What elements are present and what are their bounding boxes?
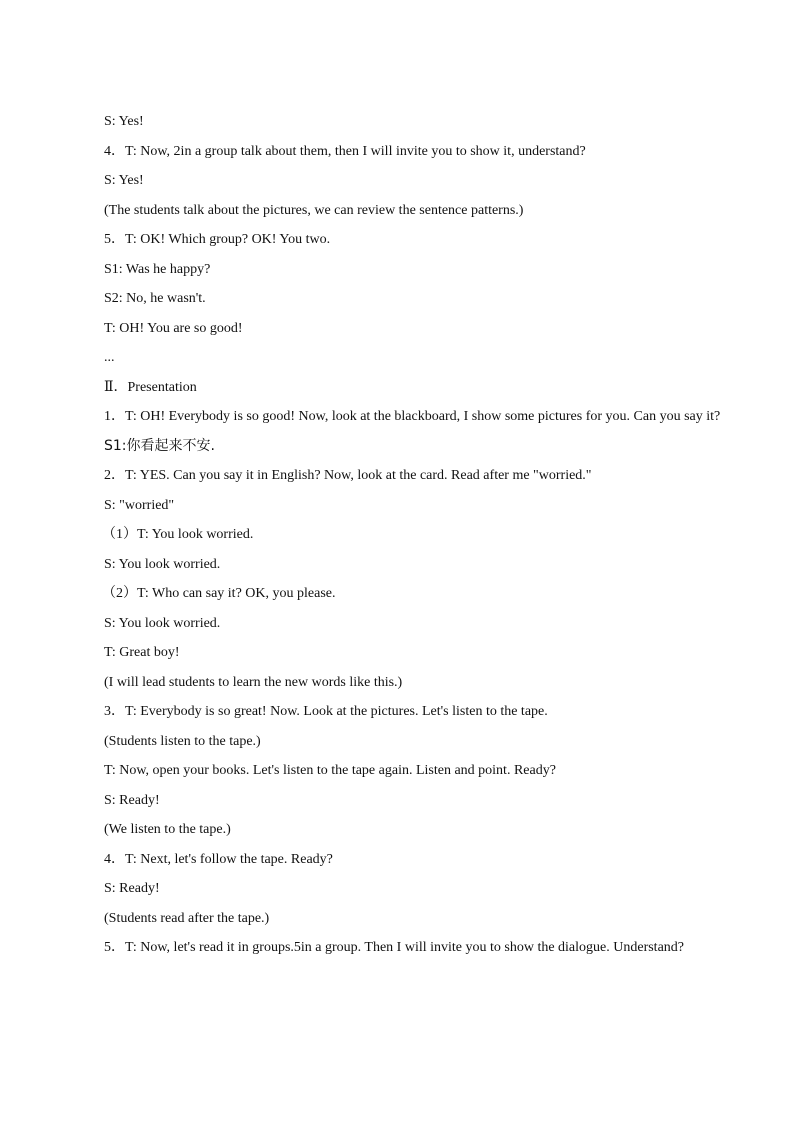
text-line: ...	[104, 350, 115, 365]
text-line: （1）T: You look worried.	[102, 527, 254, 542]
text-line: (I will lead students to learn the new words like this.)	[104, 674, 403, 690]
text-line: S: Yes!	[104, 114, 144, 129]
text-line: S: You look worried.	[104, 556, 221, 572]
text-line: S: "worried"	[104, 497, 175, 513]
text-line: 2．T: YES. Can you say it in English? Now, look at the card. Read after me "worried."	[104, 468, 592, 483]
text-line: 4．T: Now, 2in a group talk about them, then I will invite you to show it, understand?	[104, 143, 586, 159]
text-line: (The students talk about the pictures, we can review the sentence patterns.)	[104, 202, 524, 218]
document-body	[72, 107, 722, 963]
text-line: S: Ready!	[104, 881, 160, 896]
text-paragraph: 5．T: Now, let's read it in groups.5in a group. Then I will invite you to show the dialogue. Understand?	[104, 940, 685, 955]
text-line: 5．T: OK! Which group? OK! You two.	[104, 232, 331, 247]
text-line: S: Ready!	[104, 792, 160, 808]
text-paragraph: 1．T: OH! Everybody is so good! Now, look at the blackboard, I show some pictures for you. Can you say it?	[104, 409, 721, 424]
text-line: T: OH! You are so good!	[104, 320, 243, 336]
section-heading: Ⅱ．Presentation	[104, 379, 197, 395]
text-line: T: Now, open your books. Let's listen to the tape again. Listen and point. Ready?	[104, 763, 556, 778]
text-line: 4．T: Next, let's follow the tape. Ready?	[104, 851, 333, 867]
text-line: （2）T: Who can say it? OK, you please.	[102, 586, 336, 601]
text-line: 3．T: Everybody is so great! Now. Look at the pictures. Let's listen to the tape.	[104, 704, 548, 719]
text-line: S: You look worried.	[104, 615, 221, 631]
text-line: T: Great boy!	[104, 645, 180, 660]
text-line: (We listen to the tape.)	[104, 822, 231, 837]
text-line: S2: No, he wasn't.	[104, 291, 206, 306]
text-line: (Students listen to the tape.)	[104, 733, 261, 749]
text-line: S1: Was he happy?	[104, 261, 211, 277]
chinese-text: S1:你看起来不安.	[104, 437, 215, 454]
text-line: (Students read after the tape.)	[104, 910, 270, 926]
text-line	[72, 432, 722, 462]
text-line: S: Yes!	[104, 173, 144, 188]
